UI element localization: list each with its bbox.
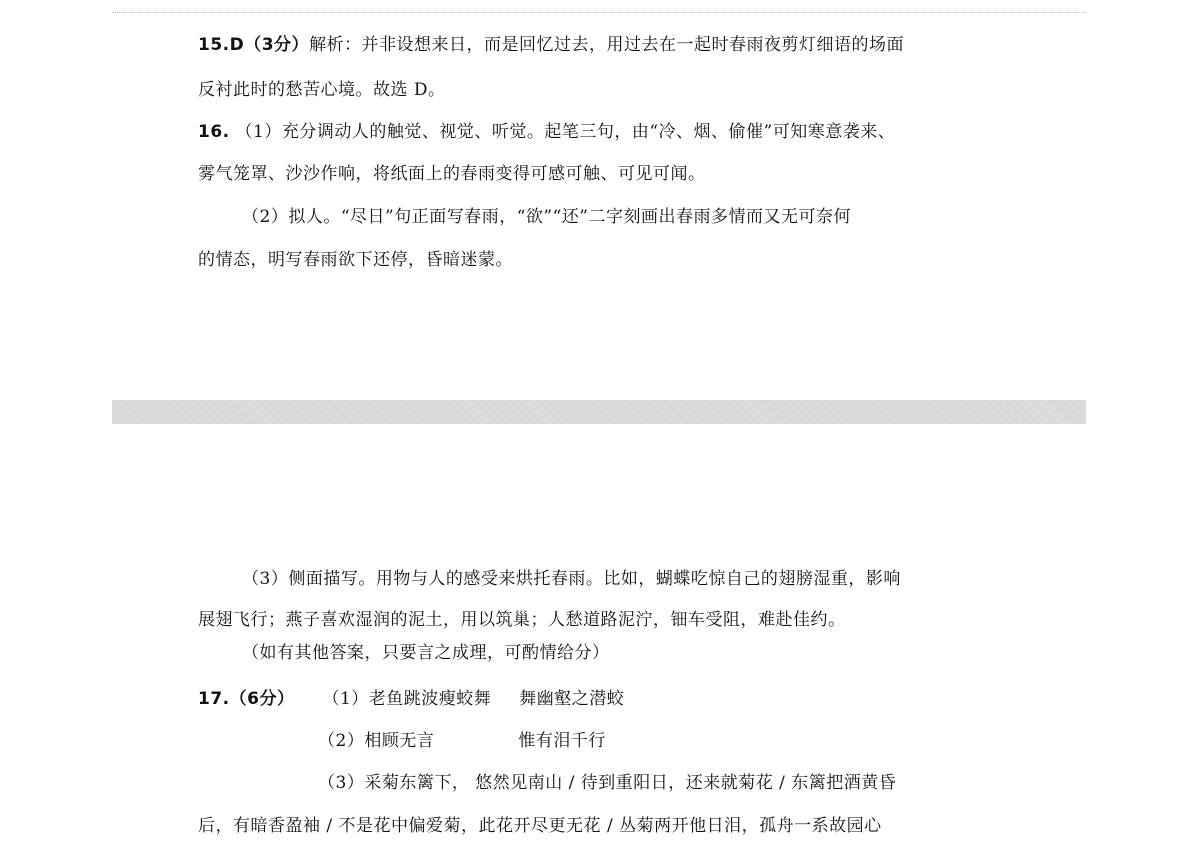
q17-item1-b: 舞幽壑之潜蛟 bbox=[519, 689, 625, 709]
q16-label: 16. bbox=[198, 122, 230, 142]
q17-item2-b: 惟有泪千行 bbox=[518, 731, 606, 751]
q17-line-1 bbox=[198, 688, 624, 710]
q16-part3-line-2: 展翅飞行；燕子喜欢湿润的泥土，用以筑巢；人愁道路泥泞，钿车受阻，难赴佳约。 bbox=[198, 610, 846, 630]
q15-line-2: 反衬此时的愁苦心境。故选 D。 bbox=[198, 80, 446, 100]
q17-item3-line-2: 后，有暗香盈袖 / 不是花中偏爱菊，此花开尽更无花 / 丛菊两开他日泪，孤舟一系故园心 bbox=[198, 816, 882, 836]
page-2-content bbox=[198, 424, 998, 849]
page-break-separator bbox=[112, 400, 1086, 424]
q15-line-1 bbox=[198, 34, 904, 56]
q15-text-1: 解析：并非设想来日，而是回忆过去，用过去在一起时春雨夜剪灯细语的场面 bbox=[309, 35, 905, 55]
q17-item2-a: （2）相顾无言 bbox=[318, 731, 435, 751]
q17-label: 17.（6分） bbox=[198, 689, 295, 709]
q16-part1-text-1: （1）充分调动人的触觉、视觉、听觉。起笔三句，由“冷、烟、偷催”可知寒意袭来、 bbox=[235, 122, 896, 142]
q16-note: （如有其他答案，只要言之成理，可酌情给分） bbox=[242, 643, 610, 663]
q16-line-1 bbox=[198, 121, 895, 143]
page-1-content bbox=[198, 0, 998, 400]
q15-label: 15.D（3分） bbox=[198, 35, 310, 55]
q16-part2-line-2: 的情态，明写春雨欲下还停，昏暗迷蒙。 bbox=[198, 250, 513, 270]
q16-part3-line-1: （3）侧面描写。用物与人的感受来烘托春雨。比如，蝴蝶吃惊自己的翅膀湿重，影响 bbox=[242, 569, 901, 589]
q17-item1-a: （1）老鱼跳波瘦蛟舞 bbox=[322, 689, 492, 709]
q17-line-2 bbox=[318, 730, 606, 752]
q16-part1-line-2: 雾气笼罩、沙沙作响，将纸面上的春雨变得可感可触、可见可闻。 bbox=[198, 164, 706, 184]
q16-part2-line-1: （2）拟人。“尽日”句正面写春雨，“欲”“还”二字刻画出春雨多情而又无可奈何 bbox=[242, 207, 851, 227]
q17-item3-line-1: （3）采菊东篱下， 悠然见南山 / 待到重阳日，还来就菊花 / 东篱把酒黄昏 bbox=[318, 773, 897, 793]
